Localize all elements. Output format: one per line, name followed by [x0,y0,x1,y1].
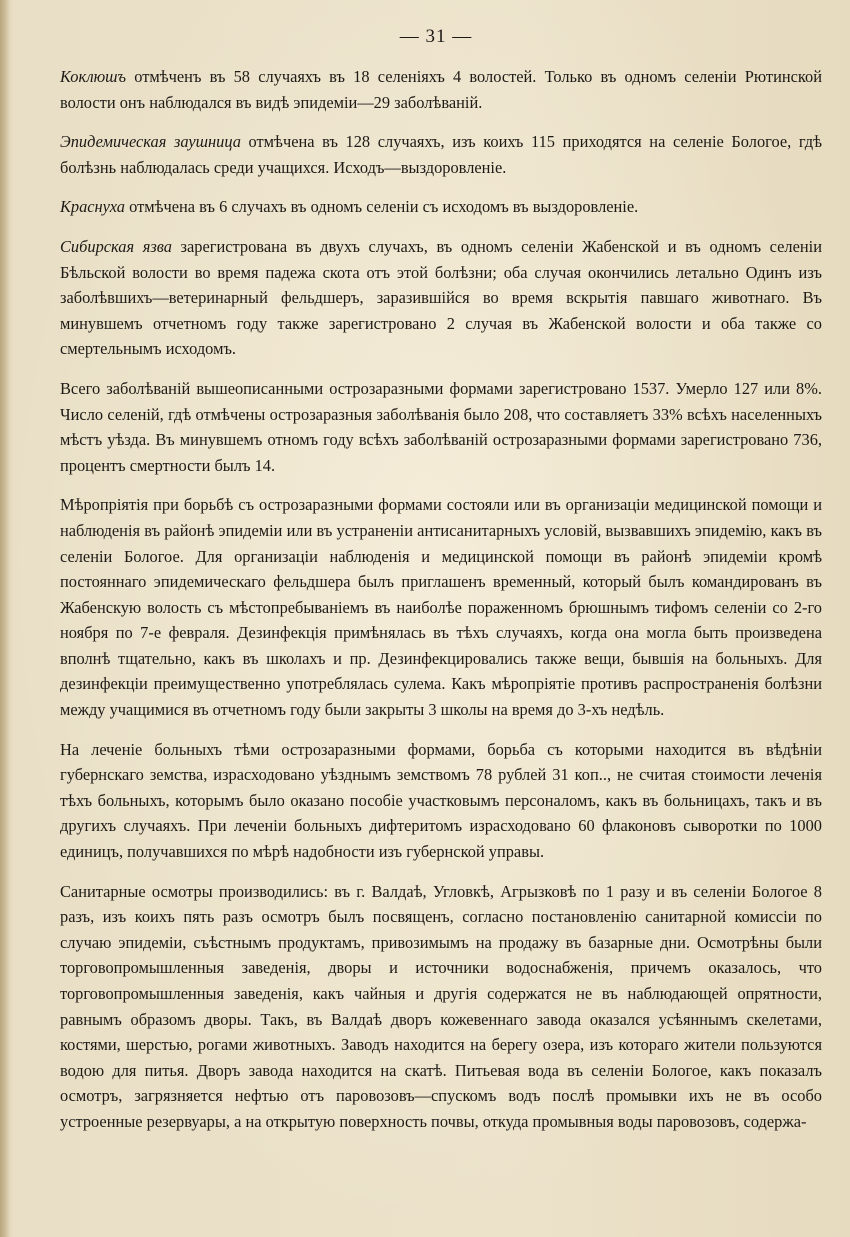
paragraph-body: На леченіе больныхъ тѣми острозаразными формами, борьба съ которыми находится въ вѣдѣніи губернскаго земства, израсходовано уѣзднымъ земствомъ 78 рублей 31 коп.., не считая стоимости леченія тѣхъ больныхъ, которымъ было оказано пособіе участковымъ персоналомъ, какъ въ больницахъ, такъ и въ другихъ случаяхъ. При леченіи больныхъ дифтеритомъ израсходовано 60 флаконовъ сыворотки по 1000 единицъ, получавшихся по мѣрѣ надобности изъ губернской управы. [60,739,822,862]
paragraph-koklyush [60,64,822,115]
paragraph-treatment-costs [60,737,822,865]
paragraph-body: Всего заболѣваній вышеописанными острозаразными формами зарегистровано 1537. Умерло 127 или 8%. Число селеній, гдѣ отмѣчены острозаразныя заболѣванія было 208, что составляетъ 33% всѣхъ населенныхъ мѣстъ уѣзда. Въ минувшемъ отномъ году всѣхъ заболѣваній острозаразными формами зарегистровано 736, процентъ смертности былъ 14. [60,378,822,475]
paragraph-body: Мѣропріятія при борьбѣ съ острозаразными формами состояли или въ организаціи медицинской помощи и наблюденія въ районѣ эпидеміи или въ устраненіи антисанитарныхъ условій, вызвавшихъ эпидемію, какъ въ селеніи Бологое. Для организаціи наблюденія и медицинской помощи въ районѣ эпидеміи кромѣ постояннаго эпидемическаго фельдшера былъ приглашенъ временный, который былъ командированъ въ Жабенскую волость съ мѣстопребываніемъ въ наиболѣе пораженномъ брюшнымъ тифомъ селеніи со 2-го ноября по 7-е февраля. Дезинфекція примѣнялась въ тѣхъ случаяхъ, когда она могла быть произведена вполнѣ тщательно, какъ въ школахъ и пр. Дезинфекцировались также вещи, бывшія на больныхъ. Для дезинфекціи преимущественно употреблялась сулема. Какъ мѣропріятіе противъ распространенія болѣзни между учащимися въ отчетномъ году были закрыты 3 школы на время до 3-хъ недѣль. [60,495,822,720]
page-spine-shadow [0,0,10,1237]
paragraph-lead-term: Сибирская язва [60,236,172,256]
paragraph-lead-term: Коклюшъ [60,67,127,86]
paragraph-body: отмѣчена въ 128 случаяхъ, изъ коихъ 115 приходятся на селеніе Бологое, гдѣ болѣзнь наблюдалась среди учащихся. Исходъ—выздоровленіе. [60,132,822,177]
paragraph-body: Санитарные осмотры производились: въ г. Валдаѣ, Угловкѣ, Агрызковѣ по 1 разу и въ селеніи Бологое 8 разъ, изъ коихъ пять разъ осмотръ былъ посвященъ, согласно постановленію санитарной комиссіи по случаю эпидеміи, съѣстнымъ продуктамъ, привозимымъ на продажу въ базарные дни. Осмотрѣны были торговопромышленныя заведенія, дворы и источники водоснабженія, причемъ оказалось, что торговопромышленныя заведенія, какъ чайныя и другія содержатся не въ наблюдающей опрятности, равнымъ образомъ дворы. Такъ, въ Валдаѣ дворъ кожевеннаго завода оказался усѣяннымъ скелетами, костями, шерстью, рогами животныхъ. Заводъ находится на берегу озера, изъ котораго жители пользуются водою для питья. Дворъ завода находится на скатѣ. Питьевая вода въ селеніи Бологое, какъ показалъ осмотръ, загрязняется нефтью отъ паровозовъ—спускомъ водъ послѣ промывки ихъ не въ особо устроенные резервуары, а на открытую поверхность почвы, откуда промывныя воды паровозовъ, содержа- [60,881,822,1131]
paragraph-totals [60,376,822,478]
paragraph-lead-term: Эпидемическая заушница [60,132,241,152]
paragraph-sanitary-inspections [60,879,822,1135]
page-number: — 31 — [399,26,473,47]
paragraph-measures [60,492,822,722]
paragraph-lead-term: Краснуха [60,197,125,217]
paragraph-body: зарегистрована въ двухъ случахъ, въ одномъ селеніи Жабенской и въ одномъ селеніи Бѣльской волости во время падежа скота отъ этой болѣзни; оба случая окончились летально Одинъ изъ заболѣвшихъ—ветеринарный фельдшеръ, заразившійся во время вскрытія павшаго животнаго. Въ минувшемъ отчетномъ году также зарегистровано 2 случая въ Жабенской волости и оба также со смертельнымъ исходомъ. [60,236,822,359]
paragraph-sibirskaya-yazva [60,234,822,362]
paragraph-krasnukha [60,194,822,220]
paragraph-body: отмѣчена въ 6 случахъ въ одномъ селеніи съ исходомъ въ выздоровленіе. [125,197,639,217]
paragraph-zaushnitsa [60,129,822,180]
paragraph-body: отмѣченъ въ 58 случаяхъ въ 18 селеніяхъ 4 волостей. Только въ одномъ селеніи Рютинской волости онъ наблюдался въ видѣ эпидеміи—29 заболѣваній. [60,67,822,112]
